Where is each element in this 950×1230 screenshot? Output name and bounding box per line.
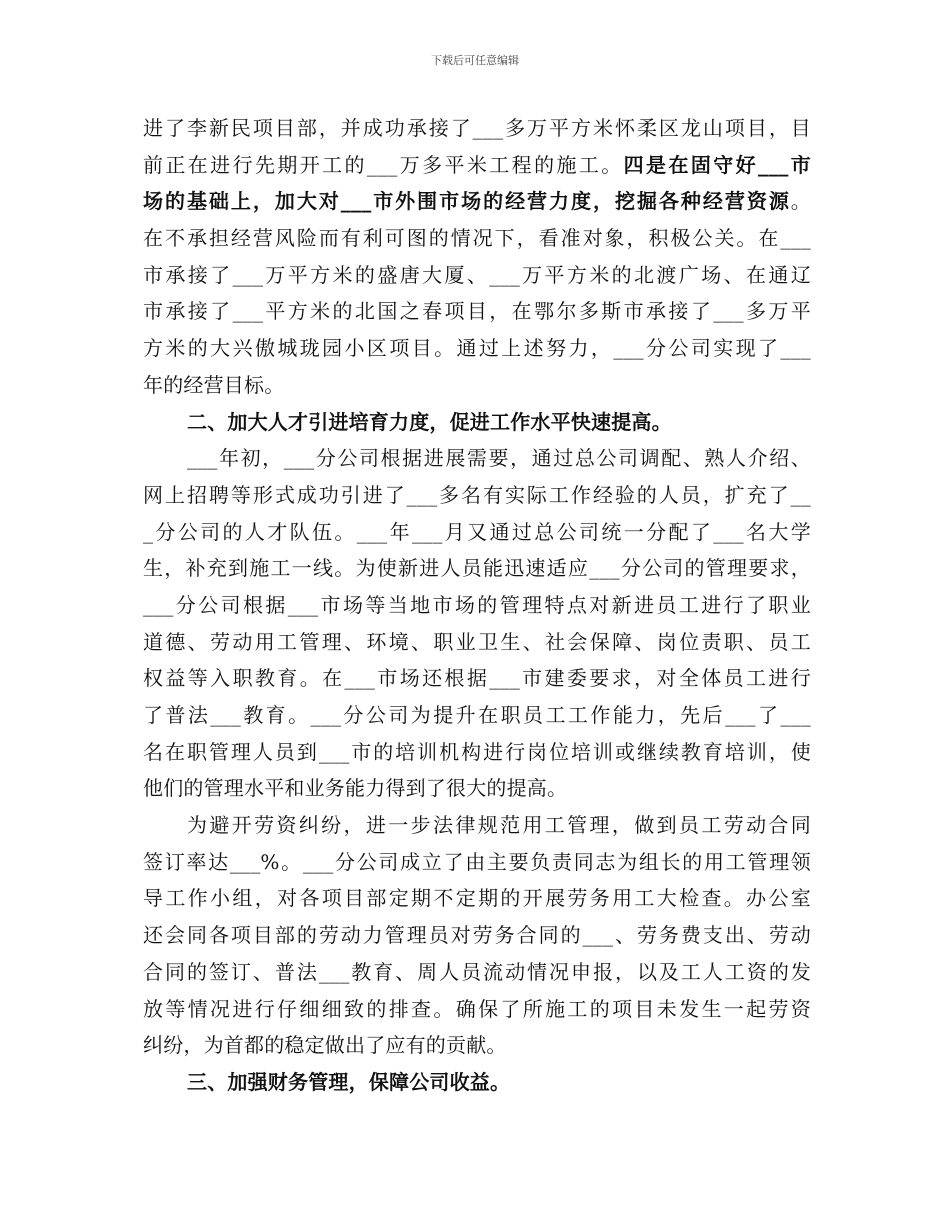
- text-line-3: [143, 183, 811, 220]
- text-line-10: ___年初，___分公司根据进展需要，通过总公司调配、熟人介绍、: [187, 446, 811, 471]
- text-line-5: 市承接了___万平方米的盛唐大厦、___万平方米的北渡广场、在通辽: [143, 262, 811, 287]
- text-line-7: 方米的大兴傲城珑园小区项目。通过上述努力，___分公司实现了___: [143, 336, 811, 361]
- text-line-21: 签订率达___%。___分公司成立了由主要负责同志为组长的用工管理领: [143, 849, 811, 874]
- text-line-14: ___分公司根据___市场等当地市场的管理特点对新进员工进行了职业: [143, 592, 811, 617]
- text-line-24: 合同的签订、普法___教育、周人员流动情况申报，以及工人工资的发: [143, 959, 811, 984]
- text-line-13: 生，补充到施工一线。为使新进人员能迅速适应___分公司的管理要求，: [143, 556, 811, 581]
- text-line-19: 他们的管理水平和业务能力得到了很大的提高。: [143, 776, 568, 801]
- text-line-23: 还会同各项目部的劳动力管理员对劳务合同的___、劳务费支出、劳动: [143, 923, 811, 948]
- text-line-4: 在不承担经营风险而有利可图的情况下，看准对象，积极公关。在___: [143, 226, 811, 251]
- text-line-2-bold: 四是在固守好___市: [623, 152, 812, 177]
- text-line-17: 了普法___教育。___分公司为提升在职员工工作能力，先后___了___: [143, 703, 811, 727]
- text-line-26: 纠纷，为首都的稳定做出了应有的贡献。: [143, 1033, 507, 1058]
- text-line-3-tail: 。: [790, 189, 811, 214]
- section-heading-2: 二、加大人才引进培育力度，促进工作水平快速提高。: [187, 409, 672, 434]
- text-line-25: 放等情况进行仔细细致的排查。确保了所施工的项目未发生一起劳资: [143, 996, 811, 1021]
- text-line-12: _分公司的人才队伍。___年___月又通过总公司统一分配了___名大学: [143, 519, 811, 544]
- text-line-16: 权益等入职教育。在___市场还根据___市建委要求，对全体员工进行: [143, 666, 811, 691]
- text-line-18: 名在职管理人员到___市的培训机构进行岗位培训或继续教育培训，使: [143, 739, 811, 764]
- text-line-6: 市承接了___平方米的北国之春项目，在鄂尔多斯市承接了___多万平: [143, 299, 811, 324]
- text-line-3-bold: 场的基础上，加大对___市外围市场的经营力度，挖掘各种经营资源: [143, 189, 791, 214]
- text-line-20: 为避开劳资纠纷，进一步法律规范用工管理，做到员工劳动合同: [187, 813, 811, 838]
- text-line-1: 进了李新民项目部，并成功承接了___多万平方米怀柔区龙山项目，目: [143, 116, 811, 140]
- text-line-2-normal: 前正在进行先期开工的___万多平米工程的施工。: [143, 152, 624, 177]
- text-line-2: [143, 147, 811, 184]
- text-line-22: 导工作小组，对各项目部定期不定期的开展劳务用工大检查。办公室: [143, 886, 811, 911]
- page-header: 下载后可任意编辑: [431, 54, 519, 67]
- text-line-15: 道德、劳动用工管理、环境、职业卫生、社会保障、岗位责职、员工: [143, 629, 811, 654]
- section-heading-3: 三、加强财务管理，保障公司收益。: [187, 1069, 511, 1094]
- text-line-8: 年的经营目标。: [143, 372, 285, 397]
- text-line-11: 网上招聘等形式成功引进了___多名有实际工作经验的人员，扩充了__: [143, 482, 811, 507]
- document-body: [143, 110, 811, 1101]
